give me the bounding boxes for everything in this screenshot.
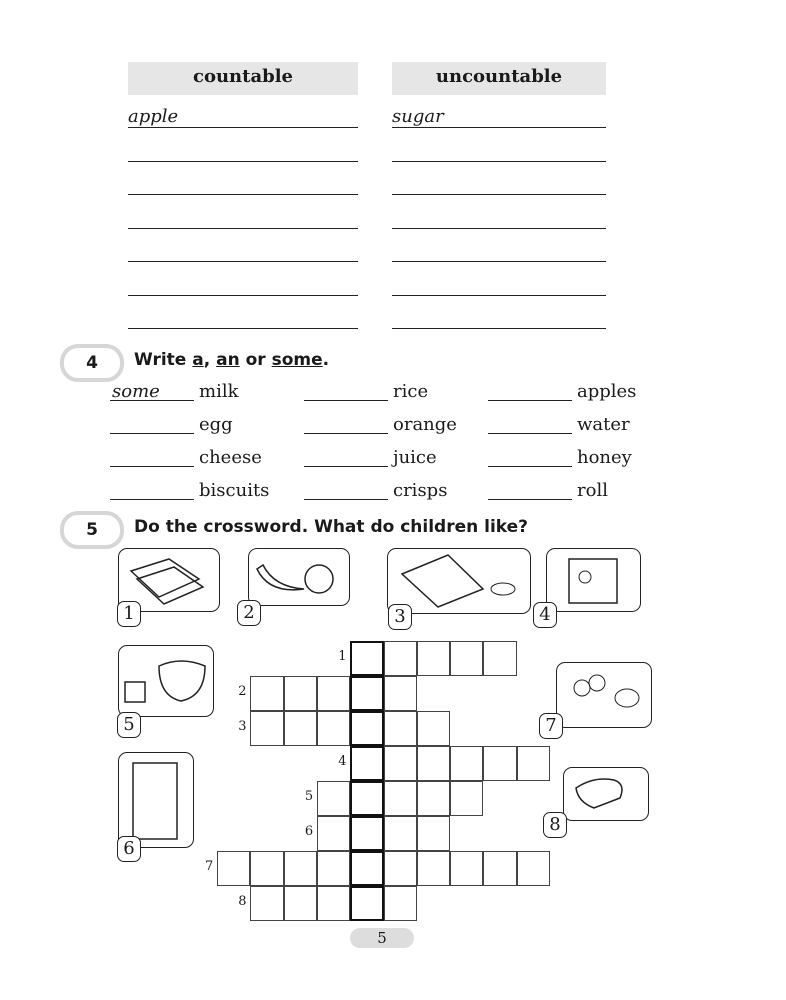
countable-example: apple: [128, 106, 179, 127]
crossword-cell[interactable]: [317, 851, 350, 886]
crossword-cell[interactable]: [517, 851, 550, 886]
crossword-clue-number: 4: [338, 754, 347, 769]
crossword-clue-number: 7: [205, 859, 214, 874]
task-4-word: rice: [393, 381, 429, 402]
answer-blank[interactable]: [304, 499, 388, 500]
countable-writing-line[interactable]: [128, 228, 358, 229]
answer-blank[interactable]: [110, 400, 194, 401]
picture-label-7: 7: [539, 713, 563, 739]
crossword-cell[interactable]: [417, 781, 450, 816]
uncountable-writing-line[interactable]: [392, 161, 606, 162]
task-4-number: 4: [60, 344, 124, 382]
task-4-word: honey: [577, 447, 632, 468]
countable-writing-line[interactable]: [128, 161, 358, 162]
crossword-cell[interactable]: [384, 816, 417, 851]
crossword-cell[interactable]: [384, 851, 417, 886]
crossword-clue-number: 6: [304, 824, 314, 839]
uncountable-header: uncountable: [392, 62, 606, 95]
crossword-cell[interactable]: [417, 746, 450, 781]
crossword-cell[interactable]: [217, 851, 250, 886]
crossword-cell[interactable]: [317, 816, 350, 851]
crossword-cell[interactable]: [250, 711, 283, 746]
task-4-word: biscuits: [199, 480, 270, 501]
task-4-word: apples: [577, 381, 637, 402]
picture-label-2: 2: [237, 600, 261, 626]
crossword-cell[interactable]: [450, 746, 483, 781]
crossword-key-cell[interactable]: [350, 746, 383, 781]
crossword-cell[interactable]: [384, 746, 417, 781]
crossword-cell[interactable]: [384, 781, 417, 816]
countable-writing-line[interactable]: [128, 127, 358, 128]
crossword-cell[interactable]: [483, 641, 516, 676]
countable-writing-line[interactable]: [128, 328, 358, 329]
answer-blank[interactable]: [304, 433, 388, 434]
task-4-word: orange: [393, 414, 457, 435]
answer-blank[interactable]: [110, 466, 194, 467]
uncountable-writing-line[interactable]: [392, 127, 606, 128]
picture-label-5: 5: [117, 712, 141, 738]
countable-writing-line[interactable]: [128, 261, 358, 262]
crossword-cell[interactable]: [417, 816, 450, 851]
crossword-cell[interactable]: [483, 851, 516, 886]
answer-blank[interactable]: [488, 499, 572, 500]
crossword-cell[interactable]: [384, 676, 417, 711]
task-5-instruction: Do the crossword. What do children like?: [134, 517, 529, 537]
crossword-clue-number: 1: [338, 649, 347, 664]
countable-writing-line[interactable]: [128, 295, 358, 296]
crossword-cell[interactable]: [250, 851, 283, 886]
picture-banana-orange: [248, 548, 350, 606]
crossword-cell[interactable]: [284, 851, 317, 886]
crossword-cell[interactable]: [284, 711, 317, 746]
picture-juice-box: [118, 752, 194, 848]
uncountable-writing-line[interactable]: [392, 328, 606, 329]
answer-blank[interactable]: [488, 433, 572, 434]
crossword-clue-number: 3: [238, 719, 247, 734]
crossword-cell[interactable]: [384, 711, 417, 746]
task-4-word: cheese: [199, 447, 262, 468]
task-4-example-answer: some: [112, 381, 160, 402]
task-4-word: roll: [577, 480, 608, 501]
picture-label-4: 4: [533, 602, 557, 628]
crossword-cell[interactable]: [450, 781, 483, 816]
crossword-cell[interactable]: [417, 641, 450, 676]
crossword-cell[interactable]: [317, 676, 350, 711]
crossword-cell[interactable]: [417, 711, 450, 746]
crossword-clue-number: 5: [304, 789, 314, 804]
crossword-cell[interactable]: [284, 886, 317, 921]
answer-blank[interactable]: [488, 466, 572, 467]
uncountable-writing-line[interactable]: [392, 194, 606, 195]
crossword-cell[interactable]: [450, 851, 483, 886]
countable-header: countable: [128, 62, 358, 95]
task-4-word: crisps: [393, 480, 448, 501]
crossword-key-cell[interactable]: [350, 781, 383, 816]
crossword-key-cell[interactable]: [350, 851, 383, 886]
answer-blank[interactable]: [304, 400, 388, 401]
picture-toast: [563, 767, 649, 821]
crossword-cell[interactable]: [317, 711, 350, 746]
task-4-word: water: [577, 414, 630, 435]
crossword-cell[interactable]: [384, 641, 417, 676]
crossword-cell[interactable]: [317, 781, 350, 816]
crossword-key-cell[interactable]: [350, 886, 383, 921]
crossword-cell[interactable]: [483, 746, 516, 781]
crossword-key-cell[interactable]: [350, 711, 383, 746]
crossword-cell[interactable]: [517, 746, 550, 781]
task-5-number: 5: [60, 511, 124, 549]
answer-blank[interactable]: [110, 433, 194, 434]
crossword-cell[interactable]: [384, 886, 417, 921]
page-number: 5: [350, 928, 414, 948]
picture-label-3: 3: [388, 604, 412, 630]
picture-chocolate-pot: [118, 645, 214, 717]
picture-label-8: 8: [543, 812, 567, 838]
answer-blank[interactable]: [110, 499, 194, 500]
crossword-cell[interactable]: [250, 676, 283, 711]
crossword-clue-number: 2: [238, 684, 247, 699]
crossword-cell[interactable]: [417, 851, 450, 886]
picture-label-1: 1: [117, 601, 141, 627]
crossword-key-cell[interactable]: [350, 676, 383, 711]
answer-blank[interactable]: [304, 466, 388, 467]
task-4-word: juice: [393, 447, 437, 468]
crossword-clue-number: 8: [238, 894, 247, 909]
uncountable-writing-line[interactable]: [392, 228, 606, 229]
crossword-cell[interactable]: [284, 676, 317, 711]
task-4-instruction: Write a, an or some.: [134, 350, 330, 370]
uncountable-writing-line[interactable]: [392, 295, 606, 296]
task-4-word: egg: [199, 414, 233, 435]
picture-label-6: 6: [117, 836, 141, 862]
uncountable-example: sugar: [392, 106, 444, 127]
crossword-cell[interactable]: [317, 886, 350, 921]
picture-vegetables: [556, 662, 652, 728]
crossword-key-cell[interactable]: [350, 816, 383, 851]
picture-cereal-box: [546, 548, 641, 612]
crossword-cell[interactable]: [250, 886, 283, 921]
uncountable-writing-line[interactable]: [392, 261, 606, 262]
crossword-cell[interactable]: [450, 641, 483, 676]
countable-writing-line[interactable]: [128, 194, 358, 195]
crossword-key-cell[interactable]: [350, 641, 383, 676]
task-4-word: milk: [199, 381, 239, 402]
answer-blank[interactable]: [488, 400, 572, 401]
